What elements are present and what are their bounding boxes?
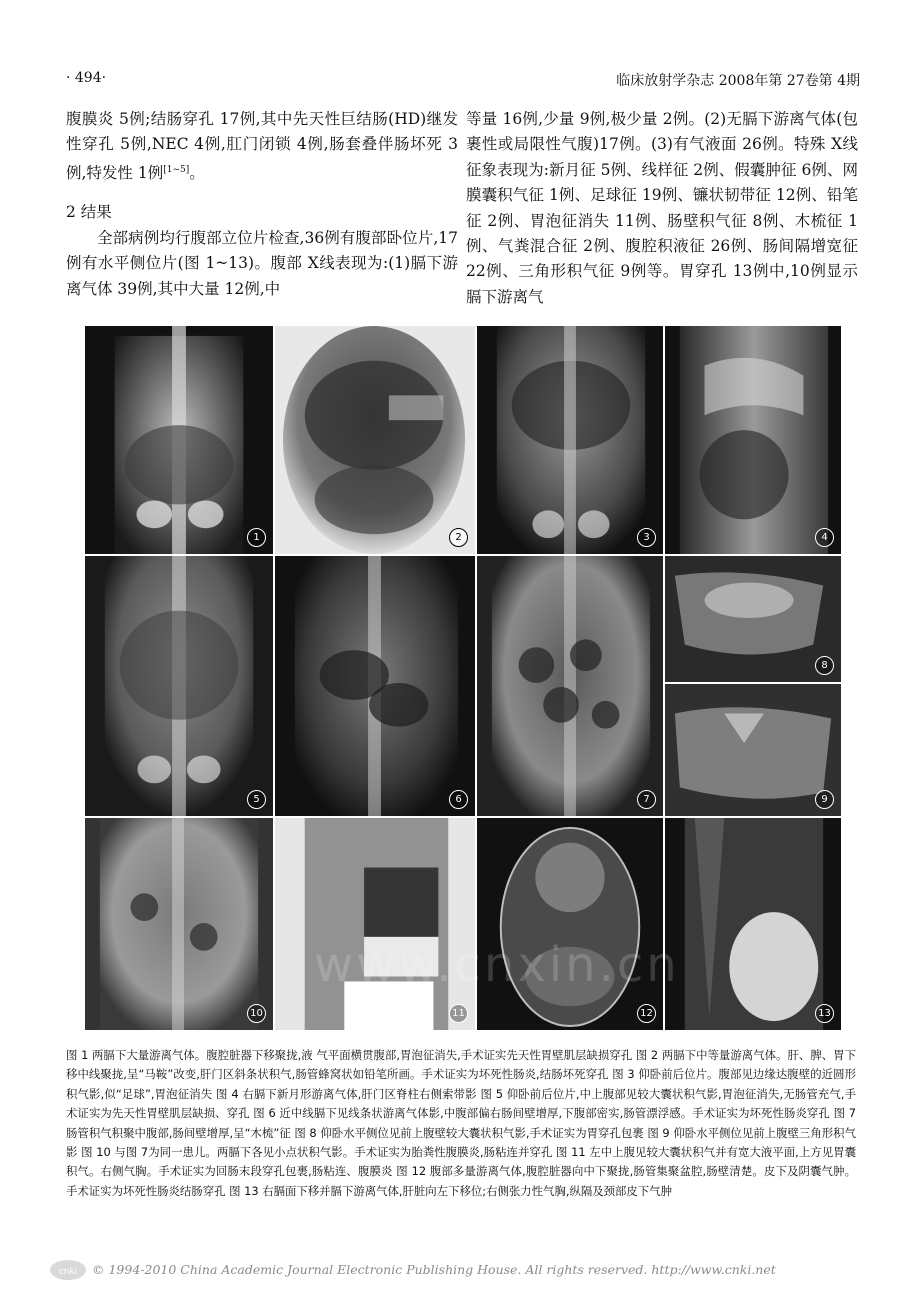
figure-label-5: 5: [247, 790, 266, 809]
left-paragraph-1: 腹膜炎 5例;结肠穿孔 17例,其中先天性巨结肠(HD)继发性穿孔 5例,NEC 4例,肛门闭锁 4例,肠套叠伴肠坏死 3例,特发性 1例[1~5]。: [66, 110, 458, 182]
page-number: · 494·: [66, 70, 107, 86]
figure-label-6: 6: [449, 790, 468, 809]
figure-label-10: 10: [247, 1004, 266, 1023]
xray-panel-11: [274, 817, 476, 1031]
left-column: [66, 107, 458, 302]
watermark: www.cnxin.cn: [314, 937, 680, 993]
figure-label-3: 3: [637, 528, 656, 547]
cnki-logo-icon: [48, 1254, 88, 1282]
section-title: 2 结果: [66, 203, 112, 222]
left-paragraph-2: 全部病例均行腹部立位片检查,36例有腹部卧位片,17例有水平侧位片(图 1~13)。腹部 X线表现为:(1)膈下游离气体 39例,其中大量 12例,中: [66, 228, 458, 298]
xray-panel-13: [664, 817, 842, 1031]
citation-ref[interactable]: [1~5]: [163, 164, 190, 175]
figure-label-12: 12: [637, 1004, 656, 1023]
xray-panel-8: [664, 555, 842, 683]
xray-panel-4: [664, 325, 842, 555]
figure-label-13: 13: [815, 1004, 834, 1023]
xray-panel-12: [476, 817, 664, 1031]
figure-caption: 图 1 两膈下大量游离气体。腹腔脏器下移聚拢,液 气平面横贯腹部,胃泡征消失,手术证实先天性胃壁肌层缺损穿孔 图 2 两膈下中等量游离气体。肝、脾、胃下移中线聚拢,呈“马鞍”改变,肝门区斜条状积气,肠管蜂窝状如铅笔所画。手术证实为坏死性肠炎,结肠坏死穿孔 图 3 仰卧前后位片。腹部见边缘达腹壁的近圆形积气影,似“足球”,胃泡征消失 图 4 右膈下新月形游离气体,肝门区脊柱右侧索带影 图 5 仰卧前后位片,中上腹部见较大囊状积气影,胃泡征消失,无肠管充气,手术证实为先天性胃壁肌层缺损、穿孔 图 6 近中线膈下见线条状游离气体影,中腹部偏右肠间壁增厚,下腹部密实,肠管漂浮感。手术证实为坏死性肠炎穿孔 图 7 肠管积气积聚中腹部,肠间壁增厚,呈“木梳”征 图 8 仰卧水平侧位见前上腹壁较大囊状积气影,手术证实为胃穿孔包裹 图 9 仰卧水平侧位见前上腹壁三角形积气影 图 10 与图 7为同一患儿。两膈下各见小点状积气影。手术证实为胎粪性腹膜炎,肠粘连并穿孔 图 11 左中上腹见较大囊状积气并有宽大液平面,上方见胃囊积气。右侧气胸。手术证实为回肠末段穿孔包裹,肠粘连、腹膜炎 图 12 腹部多量游离气体,腹腔脏器向中下聚拢,肠管集聚盆腔,肠壁清楚。皮下及阴囊气肿。手术证实为坏死性肠炎结肠穿孔 图 13 右膈面下移并膈下游离气体,肝脏向左下移位;右侧张力性气胸,纵隔及颈部皮下气肿: [66, 1048, 856, 1198]
xray-figure-grid: [84, 325, 842, 1031]
xray-panel-3: [476, 325, 664, 555]
figure-label-8: 8: [815, 656, 834, 675]
figure-label-2: 2: [449, 528, 468, 547]
journal-header: 临床放射学杂志 2008年第 27卷第 4期: [616, 73, 860, 89]
xray-panel-1: [84, 325, 274, 555]
figure-label-1: 1: [247, 528, 266, 547]
svg-text:cnki: cnki: [58, 1267, 78, 1277]
right-paragraph: 等量 16例,少量 9例,极少量 2例。(2)无膈下游离气体(包裹性或局限性气腹)17例。(3)有气液面 26例。特殊 X线征象表现为:新月征 5例、线样征 2例、假囊肿征 6例、网膜囊积气征 1例、足球征 19例、镰状韧带征 12例、铅笔征 2例、胃泡征消失 11例、肠壁积气征 8例、木梳征 1例、气粪混合征 2例、腹腔积液征 26例、肠间隔增宽征 22例、三角形积气征 9例等。胃穿孔 13例中,10例显示膈下游离气: [466, 110, 858, 306]
xray-panel-5: [84, 555, 274, 817]
figure-label-9: 9: [815, 790, 834, 809]
xray-panel-2: [274, 325, 476, 555]
figure-label-11: 11: [449, 1004, 468, 1023]
xray-panel-7: [476, 555, 664, 817]
xray-panel-9: [664, 683, 842, 817]
copyright-footer: © 1994-2010 China Academic Journal Electronic Publishing House. All rights reserved. http://www.cnki.net: [92, 1262, 776, 1277]
xray-panel-10: [84, 817, 274, 1031]
figure-label-4: 4: [815, 528, 834, 547]
xray-panel-6: [274, 555, 476, 817]
figure-label-7: 7: [637, 790, 656, 809]
right-column: [466, 107, 858, 310]
